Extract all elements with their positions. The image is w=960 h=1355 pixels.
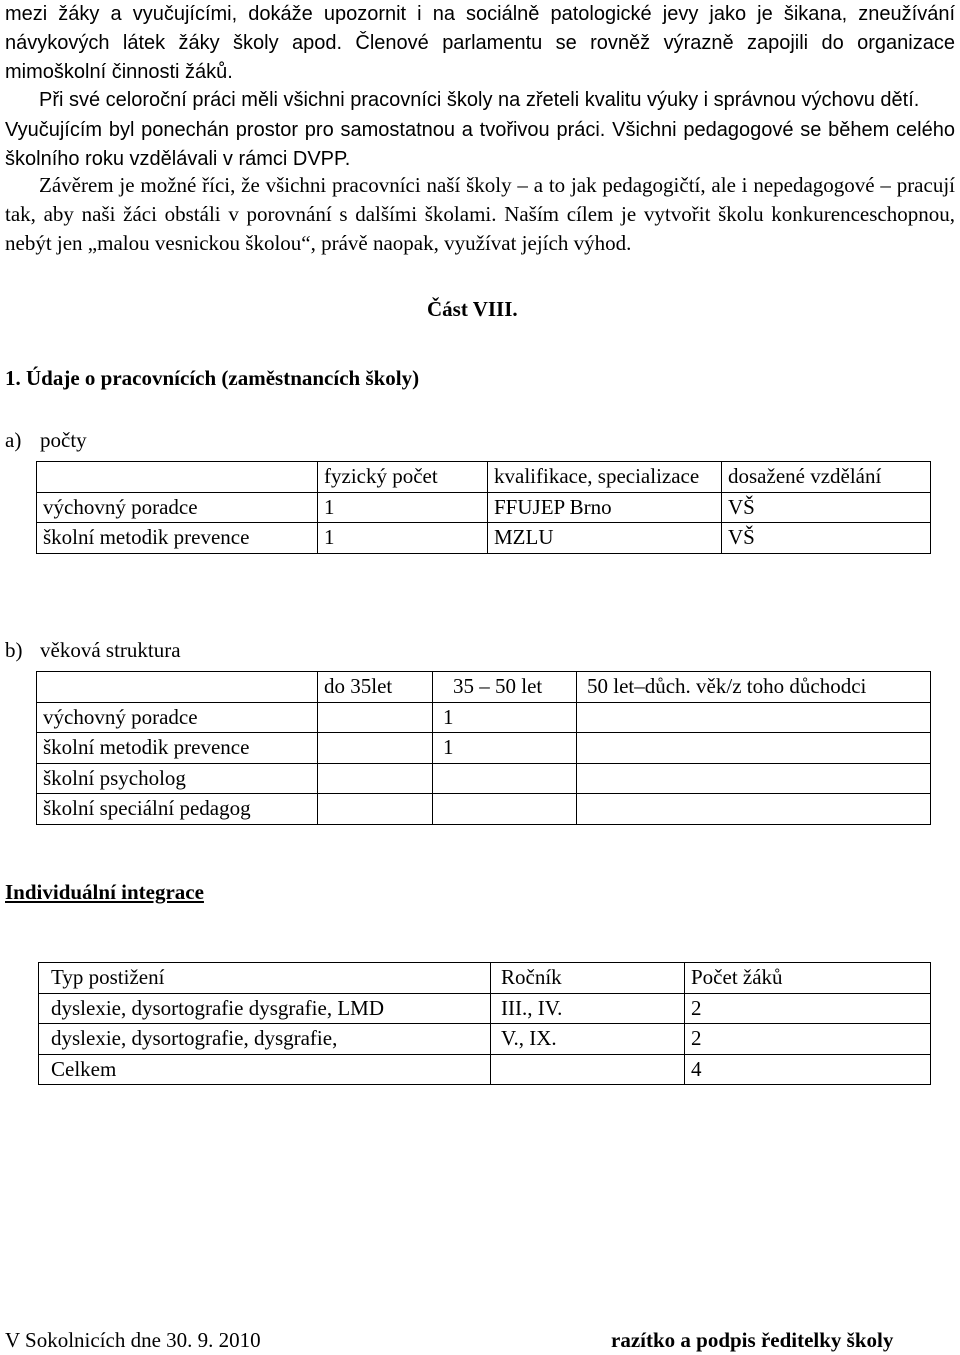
cell-role: výchovný poradce	[37, 492, 318, 523]
integration-title: Individuální integrace	[5, 880, 204, 904]
table-header-row	[39, 963, 931, 994]
section-title: 1. Údaje o pracovnících (zaměstnancích školy)	[5, 366, 420, 390]
cell-disability-type: dyslexie, dysortografie dysgrafie, LMD	[39, 993, 491, 1024]
table-header-row	[37, 672, 931, 703]
table-header-row	[37, 462, 931, 493]
cell-35-50: 1	[433, 733, 577, 764]
paragraph-parliament: mezi žáky a vyučujícími, dokáže upozornit i na sociálně patologické jevy jako je šikana, zneužívání návykových látek žáky školy apod. Členové parlamentu se rovněž výrazně zapojili do organizace mimoškolní činnosti žáků.	[5, 3, 955, 84]
cell-count: 1	[318, 523, 488, 554]
subsection-b-title: věková struktura	[40, 638, 181, 662]
header-qualification: kvalifikace, specializace	[488, 462, 722, 493]
paragraph-conclusion: Závěrem je možné říci, že všichni pracovníci naší školy – a to jak pedagogičtí, ale i nepedagogové – pracují tak, aby naši žáci obstáli v porovnání s dalšími školami. Naším cílem je vytvořit školu konkurenceschopnou, nebýt jen „malou vesnickou školou“, právě naopak, využívat jejích výhod.	[5, 173, 955, 256]
header-empty	[37, 462, 318, 493]
header-grade: Ročník	[491, 963, 685, 994]
header-empty	[37, 672, 318, 703]
table-row	[39, 1054, 931, 1085]
table-row	[37, 794, 931, 825]
staff-counts-table	[36, 461, 931, 554]
integration-table	[38, 962, 931, 1085]
cell-grade: V., IX.	[491, 1024, 685, 1055]
cell-35-50: 1	[433, 702, 577, 733]
paragraph-dvpp: Vyučujícím byl ponechán prostor pro samostatnou a tvořivou práci. Všichni pedagogové se během celého školního roku vzdělávali v rámci DVPP.	[5, 119, 955, 171]
part-title: Část VIII.	[427, 297, 518, 321]
footer-place-date: V Sokolnicích dne 30. 9. 2010	[5, 1328, 261, 1352]
cell-role: výchovný poradce	[37, 702, 318, 733]
footer-signature: razítko a podpis ředitelky školy	[611, 1328, 894, 1352]
subsection-b-letter: b)	[5, 638, 23, 662]
cell-role: školní speciální pedagog	[37, 794, 318, 825]
cell-under-35	[318, 733, 433, 764]
cell-disability-type: dyslexie, dysortografie, dysgrafie,	[39, 1024, 491, 1055]
cell-role: školní metodik prevence	[37, 733, 318, 764]
header-student-count: Počet žáků	[685, 963, 931, 994]
cell-education: VŠ	[722, 523, 931, 554]
cell-student-count: 4	[685, 1054, 931, 1085]
cell-role: školní metodik prevence	[37, 523, 318, 554]
table-row	[39, 1024, 931, 1055]
cell-student-count: 2	[685, 993, 931, 1024]
cell-grade: III., IV.	[491, 993, 685, 1024]
cell-under-35	[318, 763, 433, 794]
cell-50-retirement	[577, 733, 931, 764]
paragraph-quality: Při své celoroční práci měli všichni pracovníci školy na zřeteli kvalitu výuky i správnou výchovu dětí.	[39, 89, 920, 111]
cell-student-count: 2	[685, 1024, 931, 1055]
header-physical-count: fyzický počet	[318, 462, 488, 493]
table-row	[37, 523, 931, 554]
subsection-a-letter: a)	[5, 428, 22, 452]
cell-grade	[491, 1054, 685, 1085]
cell-under-35	[318, 794, 433, 825]
cell-under-35	[318, 702, 433, 733]
table-row	[39, 993, 931, 1024]
cell-50-retirement	[577, 702, 931, 733]
header-35-50: 35 – 50 let	[433, 672, 577, 703]
cell-education: VŠ	[722, 492, 931, 523]
cell-50-retirement	[577, 794, 931, 825]
subsection-a-heading	[5, 427, 87, 453]
header-disability-type: Typ postižení	[39, 963, 491, 994]
cell-qualification: MZLU	[488, 523, 722, 554]
cell-count: 1	[318, 492, 488, 523]
header-under-35: do 35let	[318, 672, 433, 703]
table-row	[37, 763, 931, 794]
subsection-b-heading	[5, 637, 181, 663]
table-row	[37, 492, 931, 523]
cell-50-retirement	[577, 763, 931, 794]
cell-role: školní psycholog	[37, 763, 318, 794]
header-education: dosažené vzdělání	[722, 462, 931, 493]
cell-35-50	[433, 794, 577, 825]
table-row	[37, 733, 931, 764]
cell-qualification: FFUJEP Brno	[488, 492, 722, 523]
header-50-retirement: 50 let–důch. věk/z toho důchodci	[577, 672, 931, 703]
table-row	[37, 702, 931, 733]
cell-disability-type: Celkem	[39, 1054, 491, 1085]
subsection-a-title: počty	[40, 428, 87, 452]
cell-35-50	[433, 763, 577, 794]
age-structure-table	[36, 671, 931, 825]
